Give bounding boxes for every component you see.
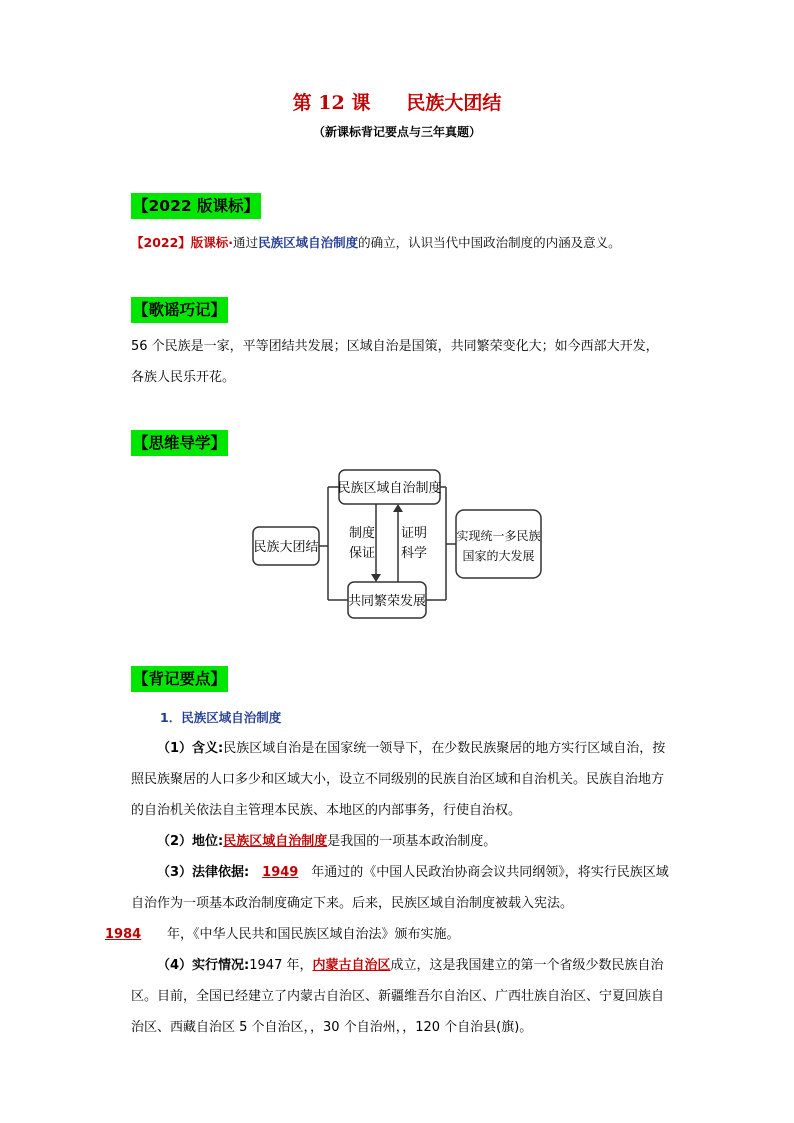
implementation-text-1: 1947 年， bbox=[249, 958, 313, 973]
mindmap-bottom-label: 共同繁荣发展 bbox=[347, 594, 427, 609]
lesson-name: 民族大团结 bbox=[406, 92, 502, 114]
curriculum-text-b: 的确立，认识当代中国政治制度的内涵及意义。 bbox=[358, 235, 621, 250]
point-title: 1．民族区域自治制度 bbox=[160, 710, 282, 725]
curriculum-text-a: 通过 bbox=[233, 235, 259, 250]
curriculum-paragraph bbox=[131, 227, 691, 258]
heading-rhyme: 【歌谣巧记】 bbox=[131, 297, 228, 323]
heading-key-points: 【背记要点】 bbox=[131, 666, 228, 692]
mindmap-right-label-1: 实现统一多民族 bbox=[456, 529, 541, 543]
arrow-down-head bbox=[371, 574, 381, 582]
meaning-label: （1）含义: bbox=[157, 741, 224, 756]
legal-basis-text-1: 年通过的《中国人民政治协商会议共同纲领》，将实行民族区域自治作为一项基本政治制度确定下来。后来，民族区域自治制度被载入宪法。 bbox=[131, 865, 669, 911]
legal-basis-label: （3）法律依据: bbox=[157, 865, 250, 880]
paragraph-meaning bbox=[131, 733, 671, 826]
legal-basis-text-2: 年，《中华人民共和国民族区域自治法》颁布实施。 bbox=[167, 927, 460, 942]
mindmap-top-label: 民族区域自治制度 bbox=[337, 481, 442, 496]
subtitle: （新课标背记要点与三年真题） bbox=[312, 125, 481, 139]
mindmap-arrow-up-label-2: 科学 bbox=[400, 546, 428, 561]
status-term: 民族区域自治制度 bbox=[223, 834, 328, 849]
lesson-number: 第 12 课 bbox=[292, 92, 371, 114]
curriculum-term: 民族区域自治制度 bbox=[258, 235, 359, 250]
mindmap-arrow-down-label-2: 保证 bbox=[348, 546, 376, 561]
meaning-text: 民族区域自治是在国家统一领导下，在少数民族聚居的地方实行区域自治，按照民族聚居的人口多少和区域大小，设立不同级别的民族自治区域和自治机关。民族自治地方的自治机关依法自主管理本民族、本地区的内部事务，行使自治权。 bbox=[131, 741, 666, 818]
rhyme-paragraph: 56 个民族是一家，平等团结共发展；区域自治是国策，共同繁荣变化大；如今西部大开发，各族人民乐开花。 bbox=[131, 339, 659, 385]
implementation-text-2: 成立，这是我国建立的第一个省级少数民族自治区。目前，全国已经建立了内蒙古自治区、新疆维吾尔自治区、广西壮族自治区、宁夏回族自治区、西藏自治区 5 个自治区，，30 个自治州，，120 个自治县(旗)。 bbox=[131, 958, 665, 1035]
implementation-term: 内蒙古自治区 bbox=[312, 958, 391, 973]
implementation-label: （4）实行情况: bbox=[157, 958, 250, 973]
mindmap-right-label-2: 国家的大发展 bbox=[462, 549, 535, 563]
status-label: （2）地位: bbox=[157, 834, 224, 849]
heading-mindmap: 【思维导学】 bbox=[131, 430, 228, 456]
paragraph-legal-basis bbox=[105, 857, 671, 950]
mind-map bbox=[0, 460, 794, 640]
paragraph-status bbox=[131, 826, 671, 857]
mindmap-arrow-down-label-1: 制度 bbox=[348, 526, 376, 541]
status-text: 是我国的一项基本政治制度。 bbox=[327, 834, 497, 849]
heading-curriculum: 【2022 版课标】 bbox=[131, 193, 261, 219]
mindmap-left-label: 民族大团结 bbox=[253, 540, 319, 555]
legal-basis-year-1949: 1949 bbox=[262, 865, 299, 880]
legal-basis-year-1984: 1984 bbox=[105, 927, 142, 942]
paragraph-implementation bbox=[131, 950, 671, 1043]
mindmap-arrow-up-label-1: 证明 bbox=[400, 526, 428, 541]
curriculum-tag: 【2022】版课标· bbox=[131, 235, 234, 250]
lesson-title bbox=[0, 88, 794, 115]
mindmap-box-right bbox=[456, 510, 541, 578]
arrow-up-head bbox=[393, 504, 403, 512]
